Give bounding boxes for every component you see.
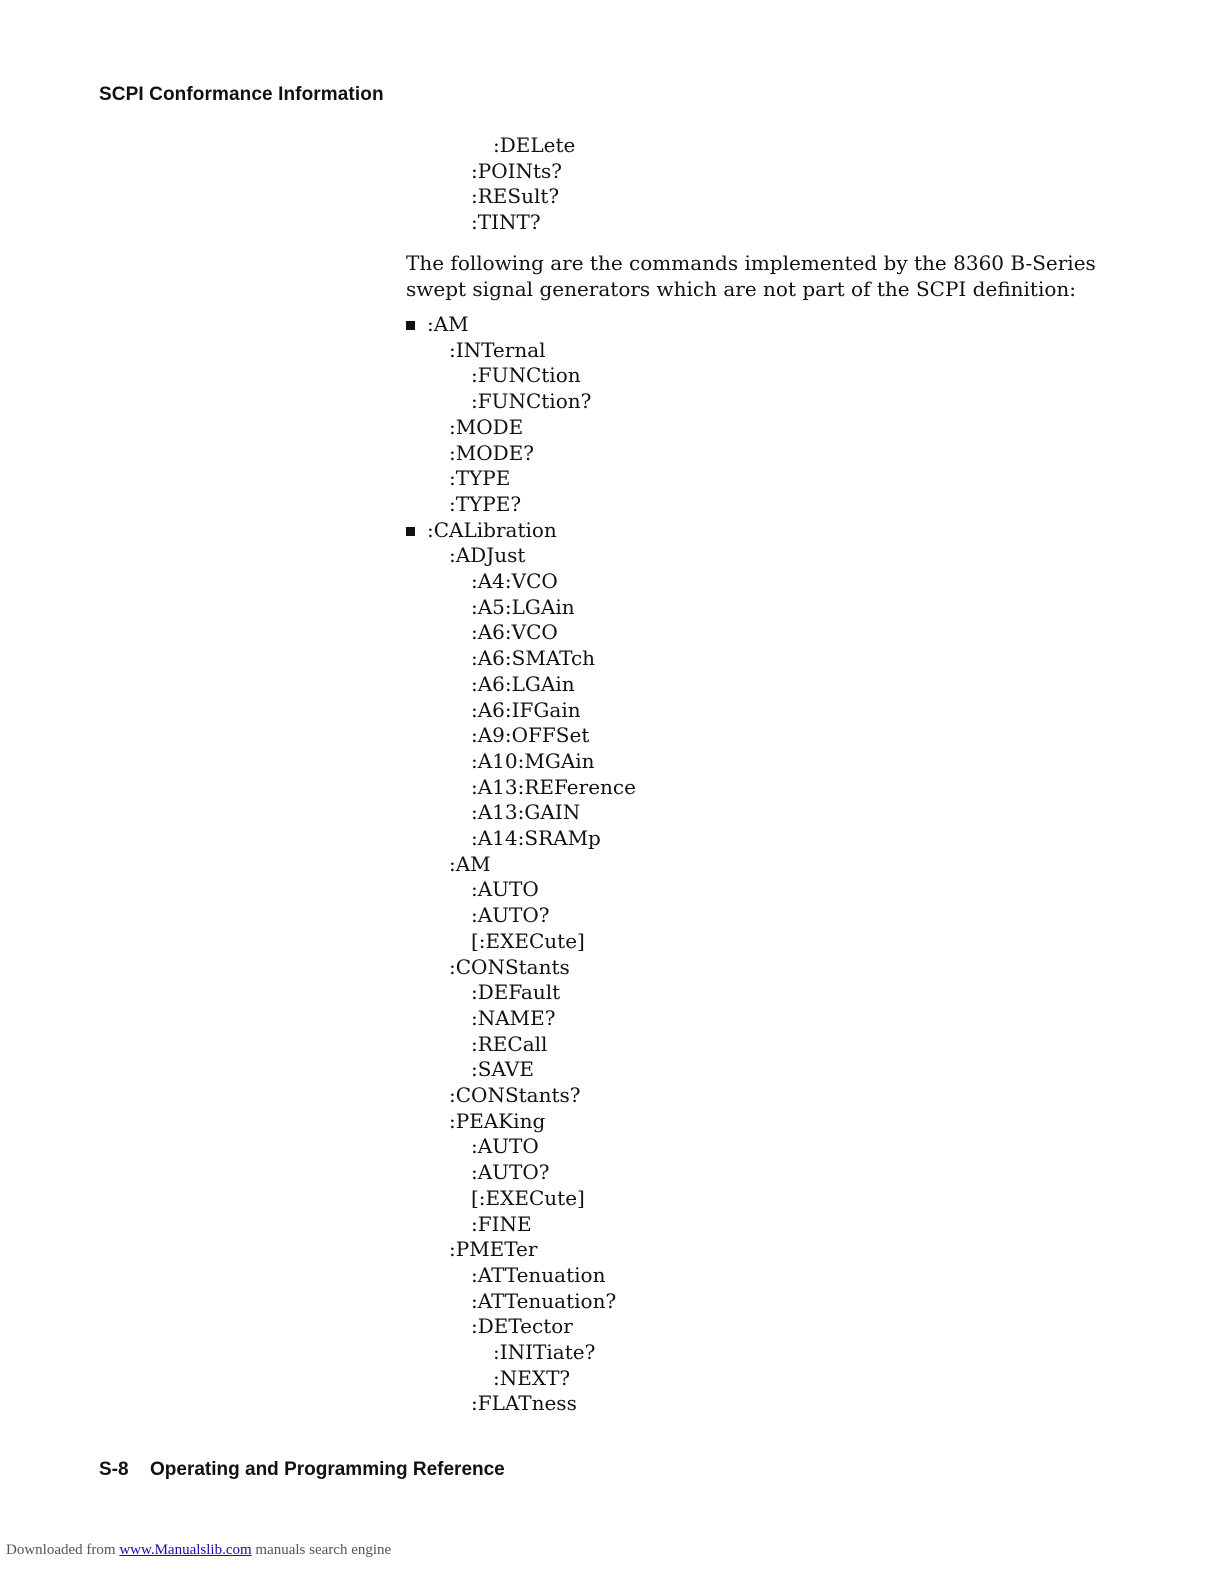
watermark-suffix: manuals search engine <box>255 1542 392 1558</box>
command-line: :ADJust <box>449 543 526 568</box>
command-line: :A4:VCO <box>471 569 558 593</box>
command-line: :A10:MGAin <box>471 748 595 773</box>
command-line: :CONStants <box>449 954 570 979</box>
command-line: :A6:IFGain <box>471 697 581 722</box>
command-line: :TYPE <box>449 466 511 491</box>
command-line: :PMETer <box>449 1237 538 1262</box>
command-line: :FINE <box>471 1211 532 1236</box>
command-line: :FLATness <box>471 1391 577 1416</box>
command-line: :AUTO <box>471 1134 539 1159</box>
command-line: :TINT? <box>471 210 541 235</box>
intro-line: swept signal generators which are not part of the SCPI definition: <box>406 277 1077 301</box>
command-line: :ATTenuation <box>471 1262 606 1287</box>
command-line: :A13:GAIN <box>471 800 581 825</box>
command-line: :AUTO? <box>471 903 550 928</box>
command-line: :AM <box>427 312 469 336</box>
command-line: :RESult? <box>471 184 560 209</box>
command-line: :INTernal <box>449 337 546 362</box>
section-header: SCPI Conformance Information <box>99 84 384 105</box>
command-line: :PEAKing <box>449 1108 546 1133</box>
intro-line: The following are the commands implemented by the 8360 B-Series <box>406 251 1096 275</box>
command-line: :SAVE <box>471 1057 534 1082</box>
page-number: S-8 <box>99 1459 129 1480</box>
bullet-marker <box>406 321 415 330</box>
command-line: :AUTO? <box>471 1160 550 1185</box>
command-line: :DETector <box>471 1314 573 1339</box>
command-line: :INITiate? <box>493 1340 596 1364</box>
command-line: :A13:REFerence <box>471 774 636 799</box>
command-line: :CALibration <box>427 517 557 542</box>
command-line: :NAME? <box>471 1005 556 1030</box>
bullet-marker <box>406 527 415 536</box>
page-footer <box>99 1459 505 1481</box>
command-line: :POINts? <box>471 158 563 183</box>
download-watermark <box>6 1542 391 1559</box>
command-line: :MODE <box>449 414 524 439</box>
command-line: :AM <box>449 851 491 876</box>
command-line: :DEFault <box>471 980 561 1005</box>
manualslib-link[interactable]: www.Manualslib.com <box>119 1542 252 1558</box>
command-line: :FUNCtion? <box>471 389 592 414</box>
command-line: :NEXT? <box>493 1365 571 1390</box>
command-line: :RECall <box>471 1031 548 1056</box>
command-line: :A14:SRAMp <box>471 826 601 850</box>
command-line: :A6:LGAin <box>471 671 575 696</box>
command-line: :FUNCtion <box>471 363 581 388</box>
command-line: :AUTO <box>471 877 539 902</box>
command-line: :A6:SMATch <box>471 646 596 671</box>
command-line: :A6:VCO <box>471 620 558 645</box>
watermark-prefix: Downloaded from <box>6 1542 116 1558</box>
command-line: :A9:OFFSet <box>471 723 590 748</box>
footer-title: Operating and Programming Reference <box>150 1459 505 1480</box>
command-line: [:EXECute] <box>471 928 585 953</box>
command-line: :A5:LGAin <box>471 594 575 619</box>
command-line: :CONStants? <box>449 1083 581 1107</box>
command-line: :DELete <box>493 133 576 157</box>
command-line: :TYPE? <box>449 491 522 516</box>
command-line: :MODE? <box>449 440 534 465</box>
command-line: [:EXECute] <box>471 1185 585 1210</box>
intro-paragraph <box>406 250 1096 302</box>
command-line: :ATTenuation? <box>471 1288 617 1313</box>
